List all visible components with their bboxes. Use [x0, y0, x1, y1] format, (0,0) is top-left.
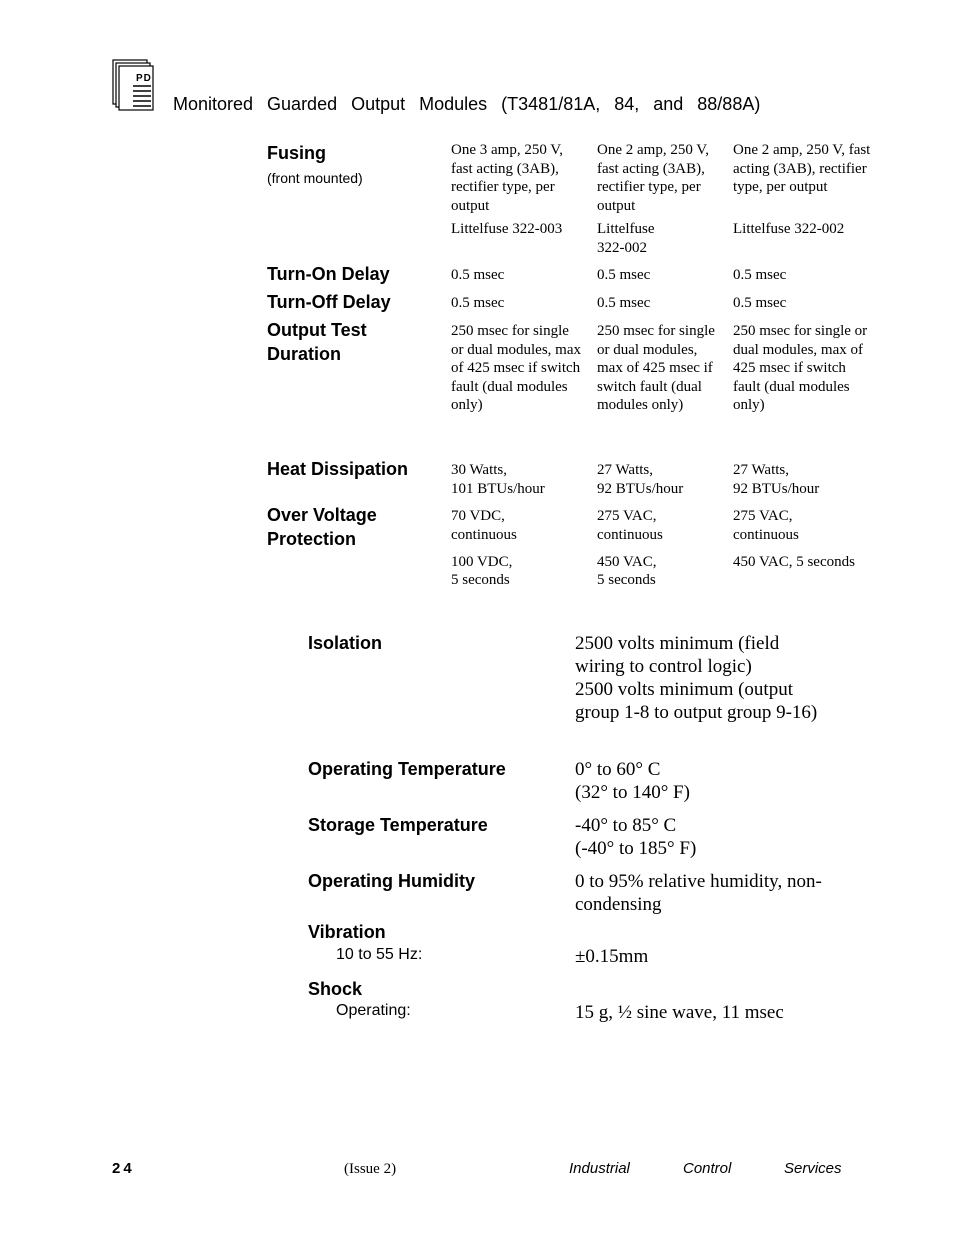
turn-off-delay-label: Turn-Off Delay	[267, 292, 391, 312]
operating-temperature-label: Operating Temperature	[308, 759, 506, 779]
heat-dissipation-col2-line2: 92 BTUs/hour	[597, 481, 684, 497]
output-test-duration-col2: 250 msec for single or dual modules, max of 425 msec if switch fault (dual modules only)	[597, 323, 715, 414]
vibration-label: Vibration	[308, 922, 386, 942]
fusing-col1: One 3 amp, 250 V, fast acting (3AB), rectifier type, per output	[451, 142, 563, 214]
isolation-value-2: 2500 volts minimum (output group 1-8 to output group 9-16)	[575, 679, 818, 723]
pd-logo-icon	[112, 59, 156, 113]
heat-dissipation-col3-line2: 92 BTUs/hour	[733, 481, 820, 497]
shock-label: Shock	[308, 979, 363, 999]
fusing-col3: One 2 amp, 250 V, fast acting (3AB), rectifier type, per output	[733, 142, 871, 196]
shock-sublabel: Operating:	[336, 1002, 411, 1019]
fusing-label: Fusing	[267, 143, 326, 163]
footer-company-word-2: Control	[683, 1160, 732, 1177]
fusing-sublabel: (front mounted)	[267, 170, 363, 186]
fusing-col1-part: Littelfuse 322-003	[451, 221, 563, 237]
ovp-col2-continuous: 275 VAC, continuous	[597, 508, 663, 543]
heat-dissipation-col3-line1: 27 Watts,	[733, 462, 790, 478]
heat-dissipation-col1-line2: 101 BTUs/hour	[451, 481, 545, 497]
over-voltage-protection-label: Over Voltage Protection	[267, 505, 377, 549]
turn-on-delay-col3: 0.5 msec	[733, 267, 787, 283]
heat-dissipation-col2-line1: 27 Watts,	[597, 462, 654, 478]
isolation-value-1: 2500 volts minimum (field wiring to control logic)	[575, 633, 780, 677]
ovp-col1-5s-line1: 100 VDC,	[451, 554, 513, 570]
operating-humidity-label: Operating Humidity	[308, 871, 476, 891]
turn-on-delay-col1: 0.5 msec	[451, 267, 505, 283]
ovp-col3-continuous: 275 VAC, continuous	[733, 508, 799, 543]
turn-on-delay-col2: 0.5 msec	[597, 267, 651, 283]
isolation-label: Isolation	[308, 633, 383, 653]
page-number: 24	[112, 1160, 135, 1177]
footer-company-word-3: Services	[784, 1160, 842, 1177]
storage-temperature-line2: (-40° to 185° F)	[575, 838, 697, 859]
heat-dissipation-col1-line1: 30 Watts,	[451, 462, 508, 478]
vibration-value: ±0.15mm	[575, 946, 649, 967]
operating-temperature-line1: 0° to 60° C	[575, 759, 661, 780]
page-title: Monitored Guarded Output Modules (T3481/81A, 84, and 88/88A)	[173, 94, 761, 114]
footer-company-word-1: Industrial	[569, 1160, 630, 1177]
ovp-col1-continuous: 70 VDC, continuous	[451, 508, 517, 543]
heat-dissipation-label: Heat Dissipation	[267, 459, 409, 479]
output-test-duration-col1: 250 msec for single or dual modules, max of 425 msec if switch fault (dual modules only)	[451, 323, 581, 414]
operating-temperature-line2: (32° to 140° F)	[575, 782, 690, 803]
storage-temperature-label: Storage Temperature	[308, 815, 488, 835]
ovp-col3-5s: 450 VAC, 5 seconds	[733, 554, 855, 570]
turn-on-delay-label: Turn-On Delay	[267, 264, 390, 284]
ovp-col1-5s-line2: 5 seconds	[451, 572, 510, 588]
ovp-col2-5s-line2: 5 seconds	[597, 572, 656, 588]
logo-text: PD	[136, 73, 152, 84]
vibration-sublabel: 10 to 55 Hz:	[336, 946, 423, 963]
fusing-col2: One 2 amp, 250 V, fast acting (3AB), rectifier type, per output	[597, 142, 709, 214]
fusing-col3-part: Littelfuse 322-002	[733, 221, 845, 237]
shock-value: 15 g, ½ sine wave, 11 msec	[575, 1002, 784, 1023]
operating-humidity-value: 0 to 95% relative humidity, non-condensing	[575, 871, 822, 915]
turn-off-delay-col2: 0.5 msec	[597, 295, 651, 311]
output-test-duration-col3: 250 msec for single or dual modules, max of 425 msec if switch fault (dual modules only)	[733, 323, 868, 414]
fusing-col2-part: Littelfuse 322-002	[597, 221, 655, 256]
turn-off-delay-col3: 0.5 msec	[733, 295, 787, 311]
storage-temperature-line1: -40° to 85° C	[575, 815, 677, 836]
output-test-duration-label: Output Test Duration	[267, 320, 367, 364]
turn-off-delay-col1: 0.5 msec	[451, 295, 505, 311]
ovp-col2-5s-line1: 450 VAC,	[597, 554, 657, 570]
issue-label: (Issue 2)	[344, 1161, 397, 1177]
